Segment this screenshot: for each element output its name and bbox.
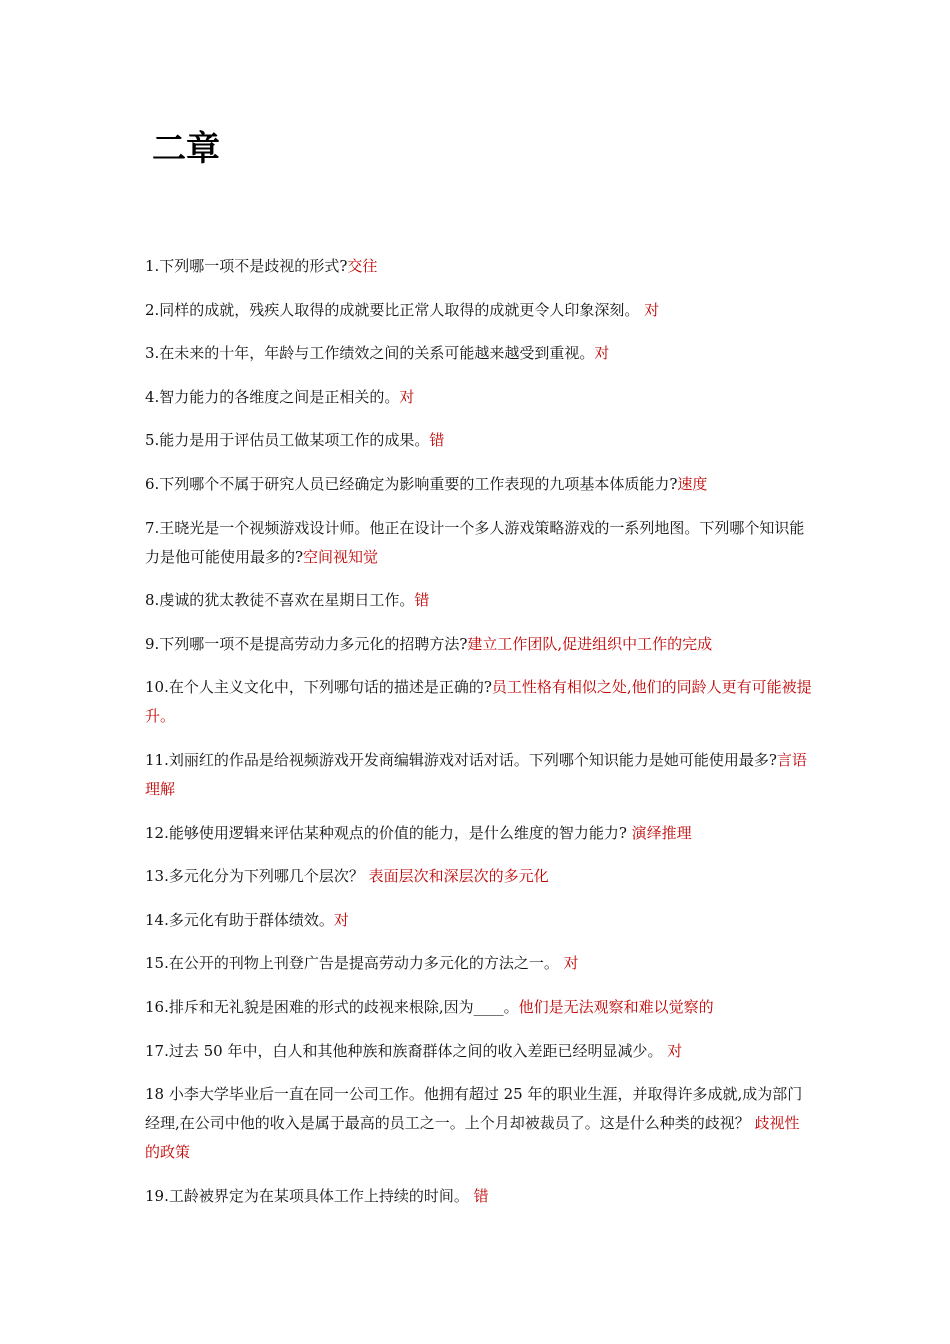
- question-text: 7.王晓光是一个视频游戏设计师。他正在设计一个多人游戏策略游戏的一系列地图。下列哪个知识能力是他可能使用最多的?: [145, 518, 805, 566]
- answer-text: 对: [563, 954, 579, 973]
- question-item-6: [145, 470, 813, 499]
- answer-text: 错: [429, 431, 445, 450]
- question-item-4: [145, 383, 813, 412]
- question-text: 8.虔诚的犹太教徒不喜欢在星期日工作。: [145, 591, 415, 610]
- question-item-17: [145, 1037, 813, 1066]
- answer-text: 他们是无法观察和难以觉察的: [518, 997, 714, 1016]
- answer-text: 对: [644, 300, 660, 319]
- answer-text: 错: [414, 591, 430, 610]
- question-text: 18 小李大学毕业后一直在同一公司工作。他拥有超过 25 年的职业生涯，并取得许多成就,成为部门经理,在公司中他的收入是属于最高的员工之一。上个月却被裁员了。这是什么种类的歧视？: [145, 1085, 803, 1133]
- answer-text: 歧视性的政策: [145, 1114, 800, 1162]
- answer-text: 演绎推理: [631, 823, 692, 842]
- answer-text: 表面层次和深层次的多元化: [368, 867, 549, 886]
- question-text: 17.过去 50 年中，白人和其他种族和族裔群体之间的收入差距已经明显减少。: [145, 1041, 668, 1060]
- question-list: [145, 252, 813, 1225]
- answer-text: 对: [399, 387, 415, 406]
- answer-text: 空间视知觉: [303, 547, 379, 566]
- question-item-14: [145, 906, 813, 935]
- question-item-13: [145, 862, 813, 891]
- question-item-3: [145, 339, 813, 368]
- answer-text: 交往: [347, 257, 378, 275]
- question-text: 9.下列哪一项不是提高劳动力多元化的招聘方法?: [145, 634, 468, 653]
- question-item-9: [145, 630, 813, 659]
- question-item-10: [145, 673, 813, 731]
- question-text: 11.刘丽红的作品是给视频游戏开发商编辑游戏对话对话。下列哪个知识能力是她可能使用最多?: [145, 750, 777, 769]
- question-item-12: [145, 819, 813, 848]
- question-item-5: [145, 426, 813, 455]
- answer-text: 建立工作团队,促进组织中工作的完成: [467, 634, 713, 653]
- question-text: 15.在公开的刊物上刊登广告是提高劳动力多元化的方法之一。: [145, 954, 564, 973]
- question-item-19: [145, 1182, 813, 1211]
- question-text: 1.下列哪一项不是歧视的形式?: [145, 257, 348, 275]
- question-text: 16.排斥和无礼貌是困难的形式的歧视来根除,因为____。: [145, 997, 519, 1016]
- question-item-1: [145, 252, 813, 281]
- question-text: 14.多元化有助于群体绩效。: [145, 910, 334, 929]
- answer-text: 对: [667, 1041, 683, 1060]
- question-item-15: [145, 949, 813, 978]
- question-item-7: [145, 514, 813, 572]
- answer-text: 对: [333, 910, 349, 929]
- chapter-title: 二章: [152, 129, 220, 169]
- question-item-11: [145, 746, 813, 804]
- question-text: 12.能够使用逻辑来评估某种观点的价值的能力，是什么维度的智力能力?: [145, 823, 632, 842]
- question-item-2: [145, 296, 813, 325]
- question-item-18: [145, 1080, 813, 1167]
- question-item-16: [145, 993, 813, 1022]
- answer-text: 员工性格有相似之处,他们的同龄人更有可能被提升。: [145, 678, 812, 726]
- answer-text: 速度: [677, 474, 708, 493]
- question-text: 10.在个人主义文化中，下列哪句话的描述是正确的?: [145, 678, 492, 697]
- answer-text: 错: [473, 1186, 489, 1205]
- answer-text: 言语理解: [145, 750, 807, 798]
- question-text: 6.下列哪个不属于研究人员已经确定为影响重要的工作表现的九项基本体质能力?: [145, 474, 678, 493]
- answer-text: 对: [594, 344, 610, 363]
- question-text: 19.工龄被界定为在某项具体工作上持续的时间。: [145, 1186, 474, 1205]
- question-text: 2.同样的成就，残疾人取得的成就要比正常人取得的成就更令人印象深刻。: [145, 300, 645, 319]
- question-text: 3.在未来的十年，年龄与工作绩效之间的关系可能越来越受到重视。: [145, 344, 595, 363]
- question-text: 13.多元化分为下列哪几个层次？: [145, 867, 369, 886]
- question-item-8: [145, 586, 813, 615]
- question-text: 5.能力是用于评估员工做某项工作的成果。: [145, 431, 430, 450]
- question-text: 4.智力能力的各维度之间是正相关的。: [145, 387, 400, 406]
